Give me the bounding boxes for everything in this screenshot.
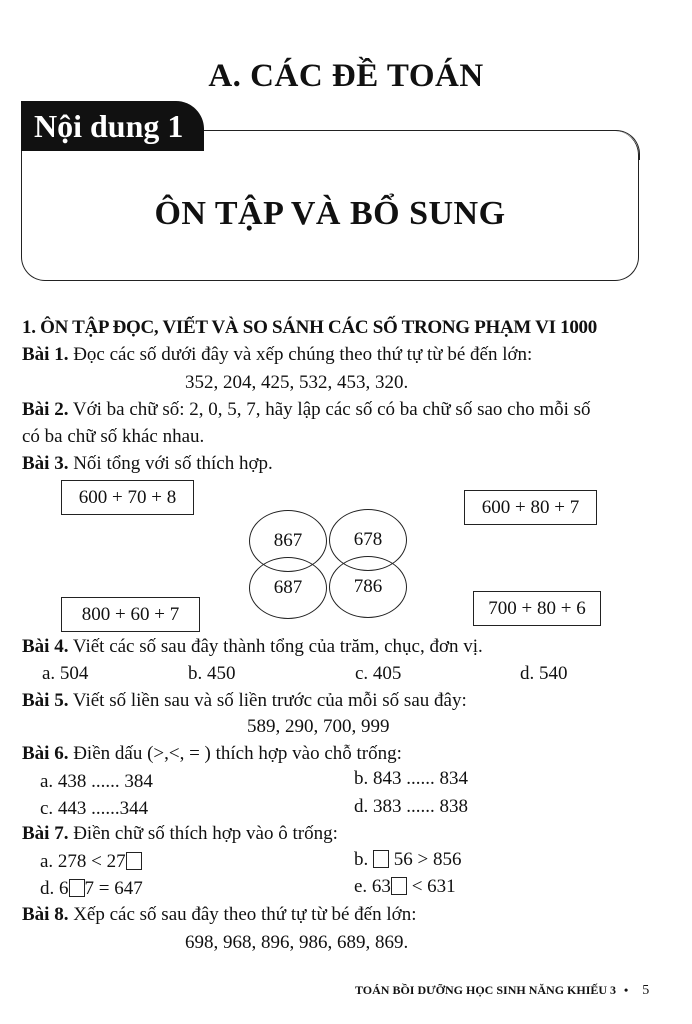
exercise-2-text-cont: có ba chữ số khác nhau. [22,426,205,447]
exercise-5 [22,690,467,712]
exercise-7-item-d [40,878,143,900]
exercise-text: Nối tổng với số thích hợp. [73,453,273,474]
exercise-3 [22,453,273,475]
item-text: 56 > 856 [389,849,462,870]
exercise-4-item-c: c. 405 [355,663,402,684]
chapter-title: ÔN TẬP VÀ BỔ SUNG [154,195,506,232]
book-title: TOÁN BỒI DƯỠNG HỌC SINH NĂNG KHIẾU 3 [355,983,617,997]
exercise-text: Viết các số sau đây thành tổng của trăm, chục, đơn vị. [72,636,483,657]
blank-square[interactable] [69,879,85,897]
number-oval-4: 786 [329,556,407,618]
section-title: A. CÁC ĐỀ TOÁN [208,58,484,94]
exercise-1 [22,344,532,366]
exercise-6-item-c: c. 443 ......344 [40,798,149,819]
exercise-6-item-d: d. 383 ...... 838 [354,796,468,817]
exercise-label: Bài 6. [22,743,69,764]
page-number: 5 [642,983,650,998]
exercise-text: Điền chữ số thích hợp vào ô trống: [73,823,338,844]
exercise-text: Đọc các số dưới đây và xếp chúng theo thứ tự từ bé đến lớn: [73,344,533,365]
exercise-4-item-a: a. 504 [42,663,89,684]
sum-box-1: 600 + 70 + 8 [61,480,194,515]
exercise-1-numbers: 352, 204, 425, 532, 453, 320. [185,372,409,393]
exercise-8 [22,904,416,926]
exercise-text: Xếp các số sau đây theo thứ tự từ bé đến lớn: [73,904,417,925]
blank-square[interactable] [126,852,142,870]
exercise-label: Bài 8. [22,904,69,925]
item-text: 7 = 647 [84,878,143,899]
number-oval-2: 678 [329,509,407,571]
exercise-6-item-b: b. 843 ...... 834 [354,768,468,789]
page-footer [355,983,649,999]
exercise-4-item-b: b. 450 [188,663,236,684]
number-oval-3: 687 [249,557,327,619]
exercise-text: Điền dấu (>,<, = ) thích hợp vào chỗ trống: [73,743,402,764]
sum-box-3: 800 + 60 + 7 [61,597,200,632]
exercise-5-numbers: 589, 290, 700, 999 [247,716,390,737]
exercise-text: Với ba chữ số: 2, 0, 5, 7, hãy lập các số có ba chữ số sao cho mỗi số [68,399,591,420]
blank-square[interactable] [391,877,407,895]
exercise-6-item-a: a. 438 ...... 384 [40,771,153,792]
exercise-7-item-a [40,851,142,873]
item-text: < 631 [406,876,456,897]
content-tab-label: Nội dung 1 [21,101,204,151]
exercise-label: Bài 4. [22,636,69,657]
item-text: b. [354,849,373,870]
exercise-7-item-b [354,849,461,871]
exercise-7-item-e [354,876,456,898]
exercise-text: Viết số liền sau và số liền trước của mỗi số sau đây: [72,690,467,711]
item-text: d. 6 [40,878,69,899]
item-text: a. 278 < 27 [40,851,126,872]
exercise-label: Bài 1. [22,344,69,365]
exercise-8-numbers: 698, 968, 896, 986, 689, 869. [185,932,409,953]
blank-square[interactable] [373,850,389,868]
lesson-heading: 1. ÔN TẬP ĐỌC, VIẾT VÀ SO SÁNH CÁC SỐ TRONG PHẠM VI 1000 [22,317,597,338]
chapter-frame-top [200,130,640,160]
exercise-7 [22,823,338,845]
exercise-6 [22,743,402,765]
sum-box-4: 700 + 80 + 6 [473,591,601,626]
item-text: e. 63 [354,876,391,897]
exercise-label: Bài 3. [22,453,69,474]
bullet-icon: • [624,983,629,997]
exercise-4 [22,636,483,658]
exercise-label: Bài 7. [22,823,69,844]
number-oval-1: 867 [249,510,327,572]
exercise-2 [22,399,591,421]
exercise-4-item-d: d. 540 [520,663,568,684]
exercise-label: Bài 2. [22,399,69,420]
exercise-label: Bài 5. [22,690,69,711]
sum-box-2: 600 + 80 + 7 [464,490,597,525]
